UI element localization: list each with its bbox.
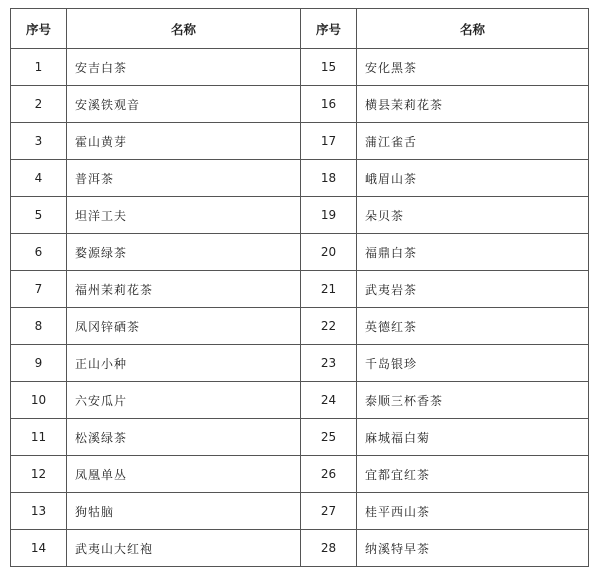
serial-cell-right: 25 [301, 419, 357, 456]
tea-name-cell-right: 福鼎白茶 [357, 234, 589, 271]
table-header-row [11, 9, 589, 49]
serial-cell-left: 4 [11, 160, 67, 197]
table-row [11, 123, 589, 160]
tea-name-cell-right: 宜都宜红茶 [357, 456, 589, 493]
tea-name-cell-left: 正山小种 [67, 345, 301, 382]
serial-cell-right: 18 [301, 160, 357, 197]
serial-cell-right: 20 [301, 234, 357, 271]
serial-cell-right: 16 [301, 86, 357, 123]
tea-name-cell-left: 安溪铁观音 [67, 86, 301, 123]
serial-cell-right: 27 [301, 493, 357, 530]
serial-cell-right: 22 [301, 308, 357, 345]
serial-cell-right: 17 [301, 123, 357, 160]
serial-cell-left: 3 [11, 123, 67, 160]
table-row [11, 271, 589, 308]
tea-name-cell-left: 普洱茶 [67, 160, 301, 197]
tea-name-cell-left: 福州茉莉花茶 [67, 271, 301, 308]
serial-cell-left: 14 [11, 530, 67, 567]
tea-list-table [10, 8, 589, 567]
tea-name-cell-right: 千岛银珍 [357, 345, 589, 382]
tea-name-cell-right: 横县茉莉花茶 [357, 86, 589, 123]
tea-name-cell-left: 安吉白茶 [67, 49, 301, 86]
tea-name-cell-right: 峨眉山茶 [357, 160, 589, 197]
table-row [11, 234, 589, 271]
tea-name-cell-right: 朵贝茶 [357, 197, 589, 234]
table-row [11, 382, 589, 419]
serial-cell-right: 15 [301, 49, 357, 86]
serial-cell-left: 11 [11, 419, 67, 456]
tea-name-cell-right: 麻城福白菊 [357, 419, 589, 456]
tea-name-cell-left: 坦洋工夫 [67, 197, 301, 234]
tea-name-cell-left: 松溪绿茶 [67, 419, 301, 456]
table-row [11, 456, 589, 493]
tea-name-cell-right: 桂平西山茶 [357, 493, 589, 530]
tea-name-cell-left: 六安瓜片 [67, 382, 301, 419]
table-body [11, 49, 589, 567]
serial-cell-right: 21 [301, 271, 357, 308]
serial-cell-right: 28 [301, 530, 357, 567]
table-row [11, 308, 589, 345]
tea-list-container [10, 8, 589, 567]
tea-name-cell-left: 凤凰单丛 [67, 456, 301, 493]
tea-name-cell-left: 婺源绿茶 [67, 234, 301, 271]
tea-name-cell-right: 蒲江雀舌 [357, 123, 589, 160]
serial-cell-right: 26 [301, 456, 357, 493]
tea-name-cell-left: 武夷山大红袍 [67, 530, 301, 567]
serial-cell-right: 19 [301, 197, 357, 234]
serial-cell-right: 24 [301, 382, 357, 419]
serial-cell-left: 7 [11, 271, 67, 308]
serial-cell-left: 1 [11, 49, 67, 86]
serial-cell-left: 13 [11, 493, 67, 530]
header-serial-right: 序号 [301, 9, 357, 49]
table-row [11, 160, 589, 197]
header-name-left: 名称 [67, 9, 301, 49]
serial-cell-left: 2 [11, 86, 67, 123]
table-row [11, 493, 589, 530]
table-row [11, 49, 589, 86]
serial-cell-left: 8 [11, 308, 67, 345]
header-serial-left: 序号 [11, 9, 67, 49]
tea-name-cell-right: 泰顺三杯香茶 [357, 382, 589, 419]
serial-cell-left: 6 [11, 234, 67, 271]
table-row [11, 345, 589, 382]
tea-name-cell-right: 安化黑茶 [357, 49, 589, 86]
table-row [11, 197, 589, 234]
serial-cell-left: 10 [11, 382, 67, 419]
serial-cell-left: 5 [11, 197, 67, 234]
tea-name-cell-left: 凤冈锌硒茶 [67, 308, 301, 345]
serial-cell-left: 12 [11, 456, 67, 493]
tea-name-cell-right: 纳溪特早茶 [357, 530, 589, 567]
table-row [11, 530, 589, 567]
table-row [11, 86, 589, 123]
table-row [11, 419, 589, 456]
header-name-right: 名称 [357, 9, 589, 49]
serial-cell-left: 9 [11, 345, 67, 382]
tea-name-cell-right: 武夷岩茶 [357, 271, 589, 308]
tea-name-cell-right: 英德红茶 [357, 308, 589, 345]
serial-cell-right: 23 [301, 345, 357, 382]
tea-name-cell-left: 狗牯脑 [67, 493, 301, 530]
tea-name-cell-left: 霍山黄芽 [67, 123, 301, 160]
